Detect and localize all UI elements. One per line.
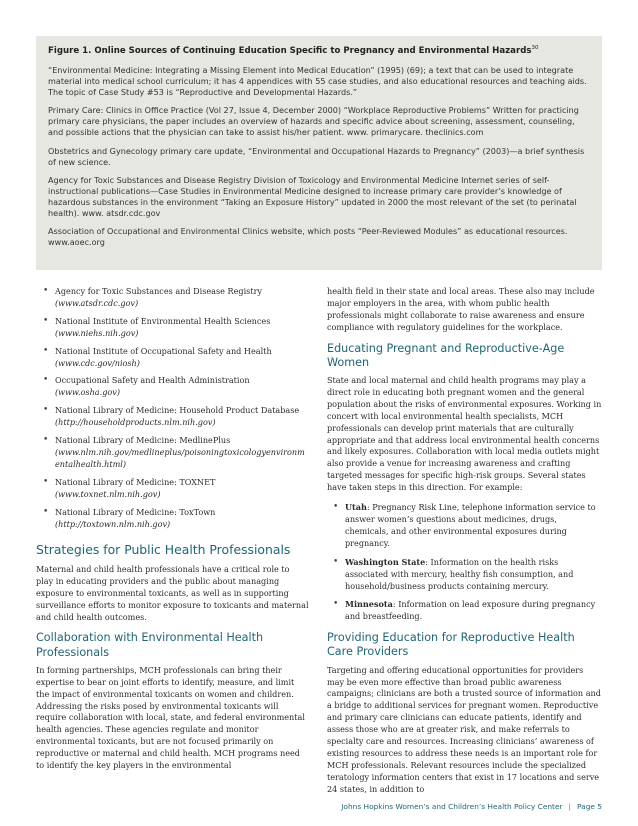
resource-name: National Institute of Occupational Safety and Health: [55, 345, 272, 356]
resource-item: [40, 346, 309, 370]
educating-heading: Educating Pregnant and Reproductive-Age Women: [327, 341, 565, 369]
providing-text: Targeting and offering educational opportunities for providers may be even more effective than broad public awareness campaigns; clinicians are both a trusted source of information and a bridge to additional services for pregnant women. Reproductive and primary care clinicians can educate patients, identify and assess those who are at greater risk, and make referrals to specialty care and resources. Increasing clinicians’ awareness of existing resources to address these needs is an important role for MCH professionals. Relevant resources include the specialized teratology information centers that exist in 17 locations and serve 24 states, in addition to: [327, 664, 601, 794]
resource-item: [40, 286, 309, 310]
figure-title-reference: 30: [531, 45, 539, 51]
resource-item: [40, 405, 309, 429]
educating-text: State and local maternal and child health programs may play a direct role in educating both pregnant women and the general population about the risks of environmental exposures. Working in concert with local environmental health specialists, MCH professionals can develop print materials that are culturally appropriate and that address local environmental health concerns and likely exposures. Collaboration with local media outlets might also provide a venue for increasing awareness and crafting targeted messages for specific high-risk groups. Several states have taken steps in this direction. For example:: [327, 375, 602, 493]
state-example: [327, 599, 602, 623]
strategies-heading: Strategies for Public Health Professionals: [36, 542, 291, 558]
state-examples-list: [327, 502, 602, 623]
providing-heading: Providing Education for Reproductive Health Care Providers: [327, 631, 575, 659]
page-number: Page 5: [577, 802, 602, 811]
resource-url[interactable]: (www.cdc.gov/niosh): [55, 357, 140, 368]
figure-paragraph: Association of Occupational and Environmental Clinics website, which posts “Peer-Reviewed Modules” as educational resources. www.aoec.org: [48, 226, 568, 248]
state-name: Minnesota: [345, 599, 393, 610]
resource-name: National Institute of Environmental Health Sciences: [55, 315, 271, 326]
footer-center-name: Johns Hopkins Women’s and Children’s Health Policy Center: [341, 802, 563, 811]
resource-name: National Library of Medicine: ToxTown: [55, 506, 216, 517]
footer-separator: |: [568, 802, 572, 811]
left-column: [36, 286, 309, 780]
collaboration-heading: Collaboration with Environmental Health Professionals: [36, 631, 264, 659]
state-name: Utah: [345, 502, 367, 513]
figure-paragraph: Primary Care: Clinics in Office Practice (Vol 27, Issue 4, December 2000) “Workplace Reproductive Problems” Written for practicing primary care physicians, the paper includes an overview of hazards and specific advice about screening, assessment, counseling, and possible actions that the physician can take to assist his/her patient. www. primarycare. theclinics.com: [48, 105, 579, 138]
resource-list: [36, 286, 309, 530]
figure-paragraph: Agency for Toxic Substances and Disease Registry Division of Toxicology and Environmental Medicine Internet series of self-instructional publications—Case Studies in Environmental Medicine designed to increase primary care provider’s knowledge of hazardous substances in the environment “Taking an Exposure History” updated in 2000 the most relevant of the set (to perinatal health). www. atsdr.cdc.gov: [48, 174, 577, 218]
resource-url[interactable]: (www.niehs.nih.gov): [55, 327, 139, 338]
resource-item: [40, 316, 309, 340]
resource-name: National Library of Medicine: Household Product Database: [55, 405, 300, 416]
resource-name: Occupational Safety and Health Administration: [55, 375, 250, 386]
resource-url[interactable]: (www.nlm.nih.gov/medlineplus/poisoningtoxicologyenvironmentalhealth.html): [55, 446, 305, 469]
state-name: Washington State: [345, 556, 426, 567]
state-example: [327, 557, 602, 593]
resource-url[interactable]: (www.toxnet.nlm.nih.gov): [55, 488, 161, 499]
figure-box: [36, 36, 602, 270]
resource-url[interactable]: (www.osha.gov): [55, 387, 120, 398]
collaboration-text: In forming partnerships, MCH professionals can bring their expertise to bear on joint efforts to identify, measure, and limit the impact of environmental toxicants on women and children. Addressing the risks posed by environmental toxicants will require collaboration with local, state, and federal environmental health agencies. These agencies regulate and monitor environmental toxicants, but are not focused primarily on reproductive or maternal and child health. MCH programs need to identify the key players in the environmental: [36, 664, 305, 771]
resource-url[interactable]: (www.atsdr.cdc.gov): [55, 297, 139, 308]
resource-name: National Library of Medicine: MedlinePlus: [55, 435, 231, 446]
state-description: : Information on lead exposure during pregnancy and breastfeeding.: [345, 599, 596, 622]
figure-paragraph: “Environmental Medicine: Integrating a Missing Element into Medical Education” (1995) (69); a text that can be used to integrate material into medical school curriculum; it has 4 appendices with 55 case studies, and also educational resources and teaching aids. The topic of Case Study #53 is “Reproductive and Developmental Hazards.”: [48, 64, 587, 98]
resource-name: Agency for Toxic Substances and Disease Registry: [55, 286, 263, 296]
resource-item: [40, 507, 309, 531]
figure-paragraph: Obstetrics and Gynecology primary care update, “Environmental and Occupational Hazards to Pregnancy” (2003)—a brief synthesis of new science.: [48, 145, 585, 167]
page-footer: [341, 802, 602, 811]
right-column: [327, 286, 602, 804]
resource-item: [40, 477, 309, 501]
collaboration-text-continued: health field in their state and local areas. These also may include major employers in the area, with whom public health professionals might collaborate to raise awareness and ensure compliance with regulatory guidelines for the workplace.: [327, 286, 595, 332]
state-example: [327, 502, 602, 550]
state-description: : Information on the health risks associated with mercury, healthy fish consumption, and household/business products containing mercury.: [345, 556, 574, 591]
resource-name: National Library of Medicine: TOXNET: [55, 476, 216, 487]
resource-url[interactable]: (http://householdproducts.nlm.nih.gov): [55, 417, 216, 428]
resource-item: [40, 435, 309, 471]
state-description: : Pregnancy Risk Line, telephone information service to answer women’s questions about medicines, drugs, chemicals, and other environmental exposures during pregnancy.: [345, 502, 596, 548]
resource-url[interactable]: (http://toxtown.nlm.nih.gov): [55, 518, 171, 529]
strategies-text: Maternal and child health professionals have a critical role to play in educating providers and the public about managing exposure to environmental toxicants, as well as in supporting surveillance efforts to monitor exposure to toxicants and maternal and child health outcomes.: [36, 563, 309, 622]
figure-title: Figure 1. Online Sources of Continuing Education Specific to Pregnancy and Environmental Hazards$^{30}$: [48, 45, 539, 56]
resource-item: [40, 375, 309, 399]
